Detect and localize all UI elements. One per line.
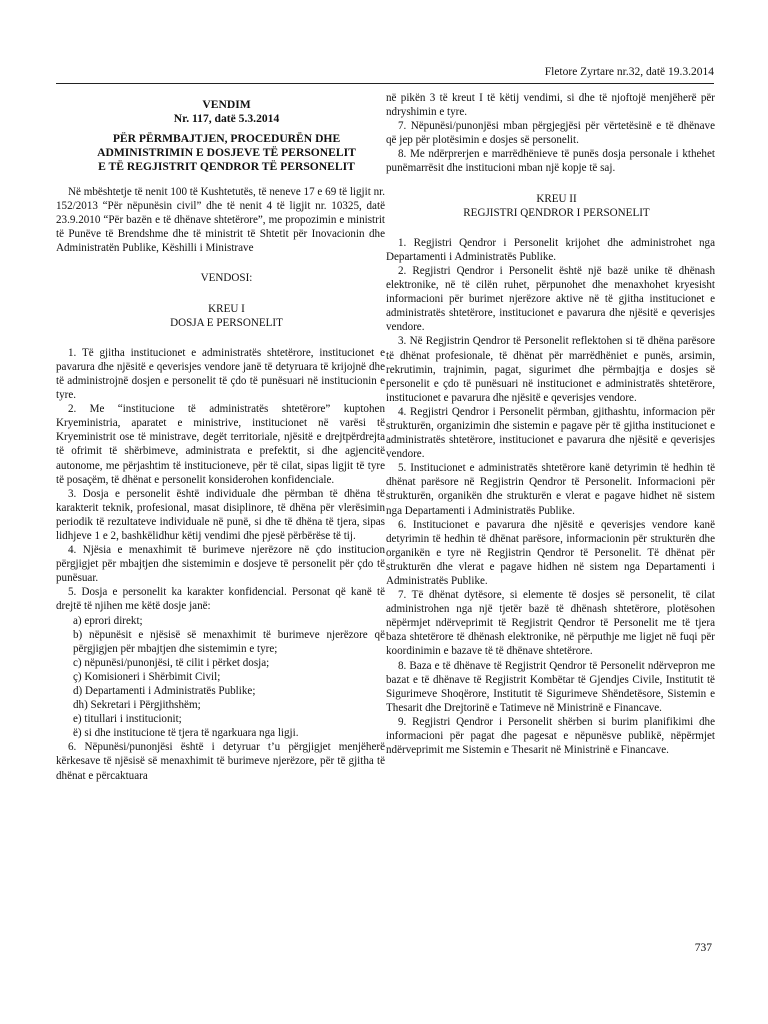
decision-title-block: [56, 98, 385, 174]
list-item-d: d) Departamenti i Administratës Publike;: [73, 685, 256, 697]
chapter-2-label: KREU II: [536, 192, 577, 205]
paragraph-1-6-continued: në pikën 3 të kreut I të këtij vendimi, si dhe të njoftojë menjëherë për ndryshimin e tyre.: [386, 92, 715, 119]
list-item-a: a) eprori direkt;: [73, 614, 143, 627]
right-column: [386, 91, 715, 757]
page-number: 737: [694, 942, 712, 954]
paragraph-1-4: 4. Njësia e menaxhimit të burimeve njerëzore në çdo institucion përgjigjet për mbajtjen dhe sistemimin e dosjeve të personelit për çdo të punësuar.: [56, 544, 385, 585]
paragraph-2-2: 2. Regjistri Qendror i Personelit është një bazë unike të dhënash elektronike, në të cilën ruhet, përpunohet dhe menaxhohet kryesisht informacioni për burimet njerëzore aktive në të gjitha institucionet e administratës shtetërore, institucionet e pavarura dhe njësitë e qeverisjes vendore.: [386, 264, 715, 334]
chapter-1-title: DOSJA E PERSONELIT: [170, 316, 283, 329]
paragraph-1-5: 5. Dosja e personelit ka karakter konfidencial. Personat që kanë të drejtë të njihen me këtë dosje janë:: [56, 586, 385, 613]
left-column: [56, 98, 385, 783]
paragraph-1-7: 7. Nëpunësi/punonjësi mban përgjegjësi për vërtetësinë e të dhënave që jep për plotësimin e dosjes së personelit.: [386, 120, 715, 147]
chapter-2-title: REGJISTRI QENDROR I PERSONELIT: [463, 206, 650, 219]
paragraph-2-4: 4. Regjistri Qendror i Personelit përmban, gjithashtu, informacion për strukturën, organizimin dhe sistemin e pagave për të gjitha institucionet e administratës shtetërore, institucionet e pavarura dhe njësitë e qeverisjes vendore.: [386, 405, 715, 461]
paragraph-1-2: 2. Me “institucione të administratës shtetërore” kuptohen Kryeministria, aparatet e ministrive, institucionet në varësi të Kryeministrit ose të ministrave, degët territoriale, njësitë e drejtpërdrejta të ofrimit të shërbimeve, administrata e prefektit, si dhe agjencitë autonome, me përjashtim të institucioneve, për të cilat, sipas ligjit të tyre të posaçëm, të dhënat e personelit konsiderohen konfidenciale.: [56, 403, 385, 486]
running-head: Fletore Zyrtare nr.32, datë 19.3.2014: [544, 66, 714, 78]
paragraph-2-6: 6. Institucionet e pavarura dhe njësitë e qeverisjes vendore kanë detyrimin të hedhin të dhënat parësore, informacionin për strukturën dhe organikën e tyre në Regjistrin Qendror të Personelit. Të dhënat për strukturën dhe vlerat e pagave hidhen në sistem nga Departamenti i Administratës Publike.: [386, 518, 715, 587]
chapter-1-label: KREU I: [208, 302, 245, 315]
list-item-dh: dh) Sekretari i Përgjithshëm;: [73, 699, 201, 712]
decides-heading: VENDOSI:: [200, 272, 253, 285]
paragraph-2-7: 7. Të dhënat dytësore, si elemente të dosjes së personelit, të cilat administrohen nga një tjetër bazë të dhënash shtetërore, plotësohen nëpërmjet ndërveprimit të Regjistrit Qendror të Personelit me të tjera baza shtetërore të dhënash elektronike, në përputhje me ligjet në fuqi për koordinimin e bazave të të dhënave shtetërore.: [386, 589, 715, 658]
list-item-c: c) nëpunësi/punonjësi, të cilit i përket dosja;: [73, 656, 270, 669]
header-rule: [56, 83, 714, 84]
decision-title-line-3: E TË REGJISTRIT QENDROR TË PERSONELIT: [98, 160, 355, 173]
paragraph-1-1: 1. Të gjitha institucionet e administratës shtetërore, institucionet e pavarura dhe njësitë e qeverisjes vendore janë të detyruara të krijojnë dhe të administrojnë dosjen e personelit të çdo të punësuari në institucionin e tyre.: [56, 346, 385, 402]
list-item-b: b) nëpunësit e njësisë së menaxhimit të burimeve njerëzore që përgjigjen për mbajtjen dhe sistemimin e tyre;: [73, 628, 385, 655]
paragraph-1-6: 6. Nëpunësi/punonjësi është i detyruar t’u përgjigjet menjëherë kërkesave të njësisë së menaxhimit të burimeve njerëzore, për të gjitha të dhënat e përcaktuara: [56, 741, 385, 782]
list-item-cc: ç) Komisioneri i Shërbimit Civil;: [73, 670, 221, 683]
decision-title-line-1: PËR PËRMBAJTJEN, PROCEDURËN DHE: [112, 132, 341, 145]
paragraph-1-3: 3. Dosja e personelit është individuale dhe përmban të dhëna të karakterit teknik, profesional, masat disiplinore, të dhëna për vlerësimin periodik të rezultateve individuale në punë, si dhe të dhëna të tjera, sipas lidhjeve 1 e 2, bashkëlidhur këtij vendimi dhe pjesë përbërëse të tij.: [56, 487, 385, 542]
paragraph-2-5: 5. Institucionet e administratës shtetërore kanë detyrimin të hedhin të dhënat parësore në Regjistrin Qendror të Personelit. Informacioni për strukturën, organikën dhe strukturën e vlerat e pagave hidhet në sistem nga Departamenti i Administratës Publike.: [386, 462, 715, 517]
decision-label: VENDIM: [202, 98, 251, 111]
preamble: Në mbështetje të nenit 100 të Kushtetutës, të neneve 17 e 69 të ligjit nr. 152/2013 “Për nëpunësin civil” dhe të nenit 4 të ligjit nr. 10325, datë 23.9.2010 “Për bazën e të dhënave shtetërore”, me propozimin e ministrit të Punëve të Brendshme dhe të ministrit të Shtetit për Inovacionin dhe Administratën Publike, Këshilli i Ministrave: [56, 186, 385, 255]
decision-number: Nr. 117, datë 5.3.2014: [173, 112, 280, 125]
paragraph-2-1: 1. Regjistri Qendror i Personelit krijohet dhe administrohet nga Departamenti i Administratës Publike.: [386, 236, 715, 263]
paragraph-2-3: 3. Në Regjistrin Qendror të Personelit reflektohen si të dhëna parësore të dhënat profesionale, të dhënat për marrëdhëniet e punës, arsimin, rekrutimin, trajnimin, pagat, sigurimet dhe përmbajtja e dosjes së personelit e çdo të punësuari në institucionet e administratës shtetërore, institucionet e pavarura dhe njësitë e qeverisjes vendore.: [386, 335, 715, 404]
list-item-ee: ë) si dhe institucione të tjera të ngarkuara nga ligji.: [73, 727, 299, 740]
decision-title-line-2: ADMINISTRIMIN E DOSJEVE TË PERSONELIT: [97, 146, 356, 159]
paragraph-2-8: 8. Baza e të dhënave të Regjistrit Qendror të Personelit ndërvepron me bazat e të dhënave të Regjistrit Kombëtar të Gjendjes Civile, Institutit të Sigurimeve Shoqërore, Institutit të Sigurimeve Shëndetësore, Sistemin e Thesarit dhe Drejtorinë e Tatimeve në Ministrinë e Financave.: [386, 659, 715, 714]
list-item-e: e) titullari i institucionit;: [73, 713, 182, 726]
paragraph-2-9: 9. Regjistri Qendror i Personelit shërben si burim planifikimi dhe informacioni për pagat dhe pagesat e nëpunësve publikë, nëpërmjet ndërveprimit me Sistemin e Thesarit në Ministrinë e Financave.: [386, 715, 715, 757]
paragraph-1-8: 8. Me ndërprerjen e marrëdhënieve të punës dosja personale i kthehet punëmarrësit dhe institucioni mban një kopje të saj.: [386, 148, 715, 175]
